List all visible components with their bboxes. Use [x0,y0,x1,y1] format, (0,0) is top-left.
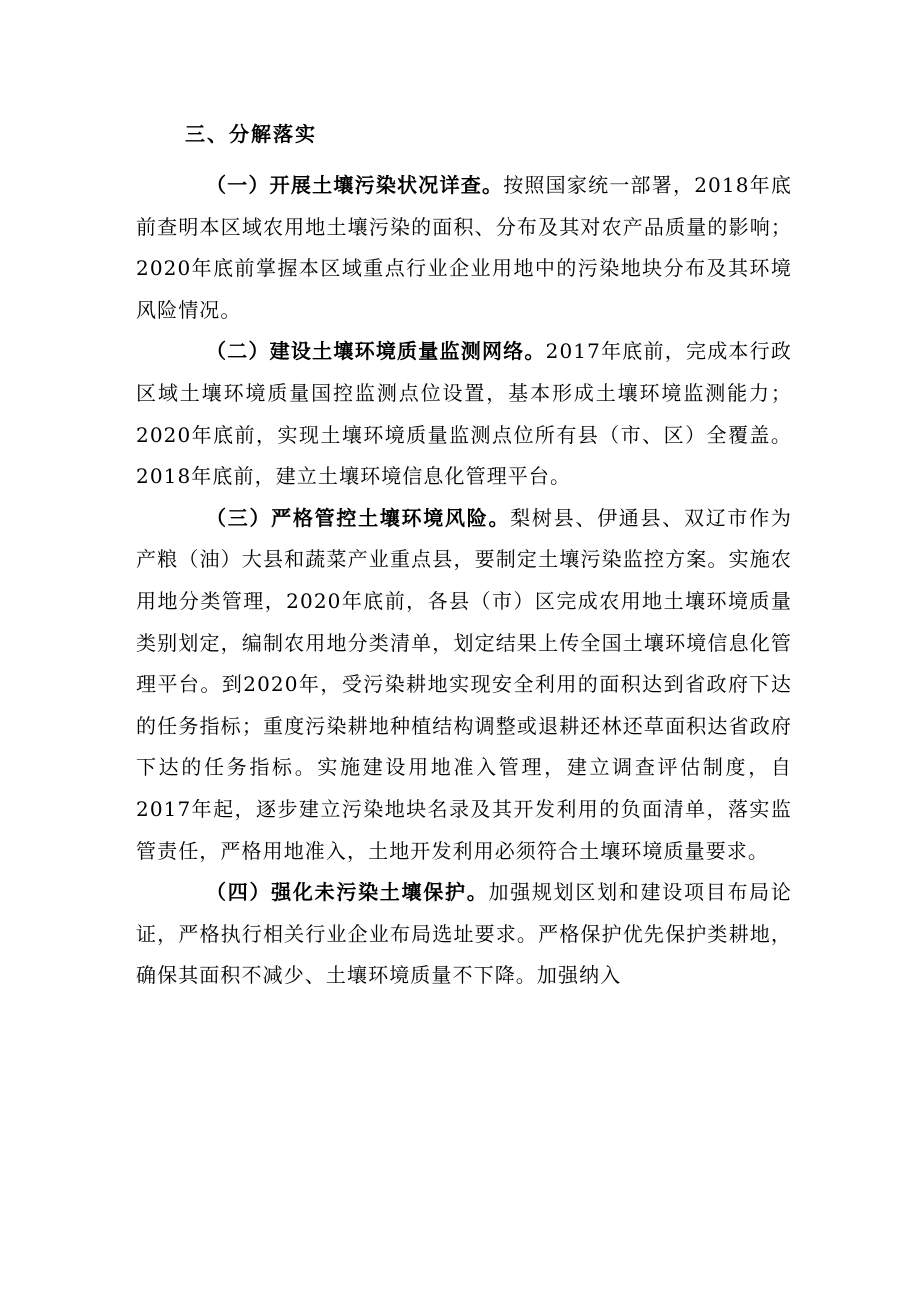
paragraph-3-lead: （三）严格管控土壤环境风险。 [206,505,511,530]
section-heading: 三、分解落实 [185,122,317,146]
paragraph-2 [136,331,792,497]
paragraph-2-lead: （二）建设土壤环境质量监测网络。 [206,339,546,364]
paragraph-3 [136,498,792,872]
paragraph-4-text: 加强规划区划和建设项目布局论证，严格执行相关行业企业布局选址要求。严格保护优先保护类耕地，确保其面积不减少、土壤环境质量不下降。加强纳入 [136,880,792,988]
paragraph-4-lead: （四）强化未污染土壤保护。 [206,880,489,905]
paragraph-1-lead: （一）开展土壤污染状况详查。 [206,173,504,197]
paragraph-1 [136,165,792,331]
body-text [136,165,792,997]
paragraph-1-text: 按照国家统一部署，2018年底前查明本区域农用地土壤污染的面积、分布及其对农产品质量的影响；2020年底前掌握本区域重点行业企业用地中的污染地块分布及其环境风险情况。 [136,173,792,322]
paragraph-4 [136,872,792,997]
paragraph-2-text: 2017年底前，完成本行政区域土壤环境质量国控监测点位设置，基本形成土壤环境监测能力；2020年底前，实现土壤环境质量监测点位所有县（市、区）全覆盖。2018年底前，建立土壤环境信息化管理平台。 [136,339,792,489]
paragraph-3-text: 梨树县、伊通县、双辽市作为产粮（油）大县和蔬菜产业重点县，要制定土壤污染监控方案。实施农用地分类管理，2020年底前，各县（市）区完成农用地土壤环境质量类别划定，编制农用地分类清单，划定结果上传全国土壤环境信息化管理平台。到2020年，受污染耕地实现安全利用的面积达到省政府下达的任务指标；重度污染耕地种植结构调整或退耕还林还草面积达省政府下达的任务指标。实施建设用地准入管理，建立调查评估制度，自2017年起，逐步建立污染地块名录及其开发利用的负面清单，落实监管责任，严格用地准入，土地开发利用必须符合土壤环境质量要求。 [136,505,792,863]
